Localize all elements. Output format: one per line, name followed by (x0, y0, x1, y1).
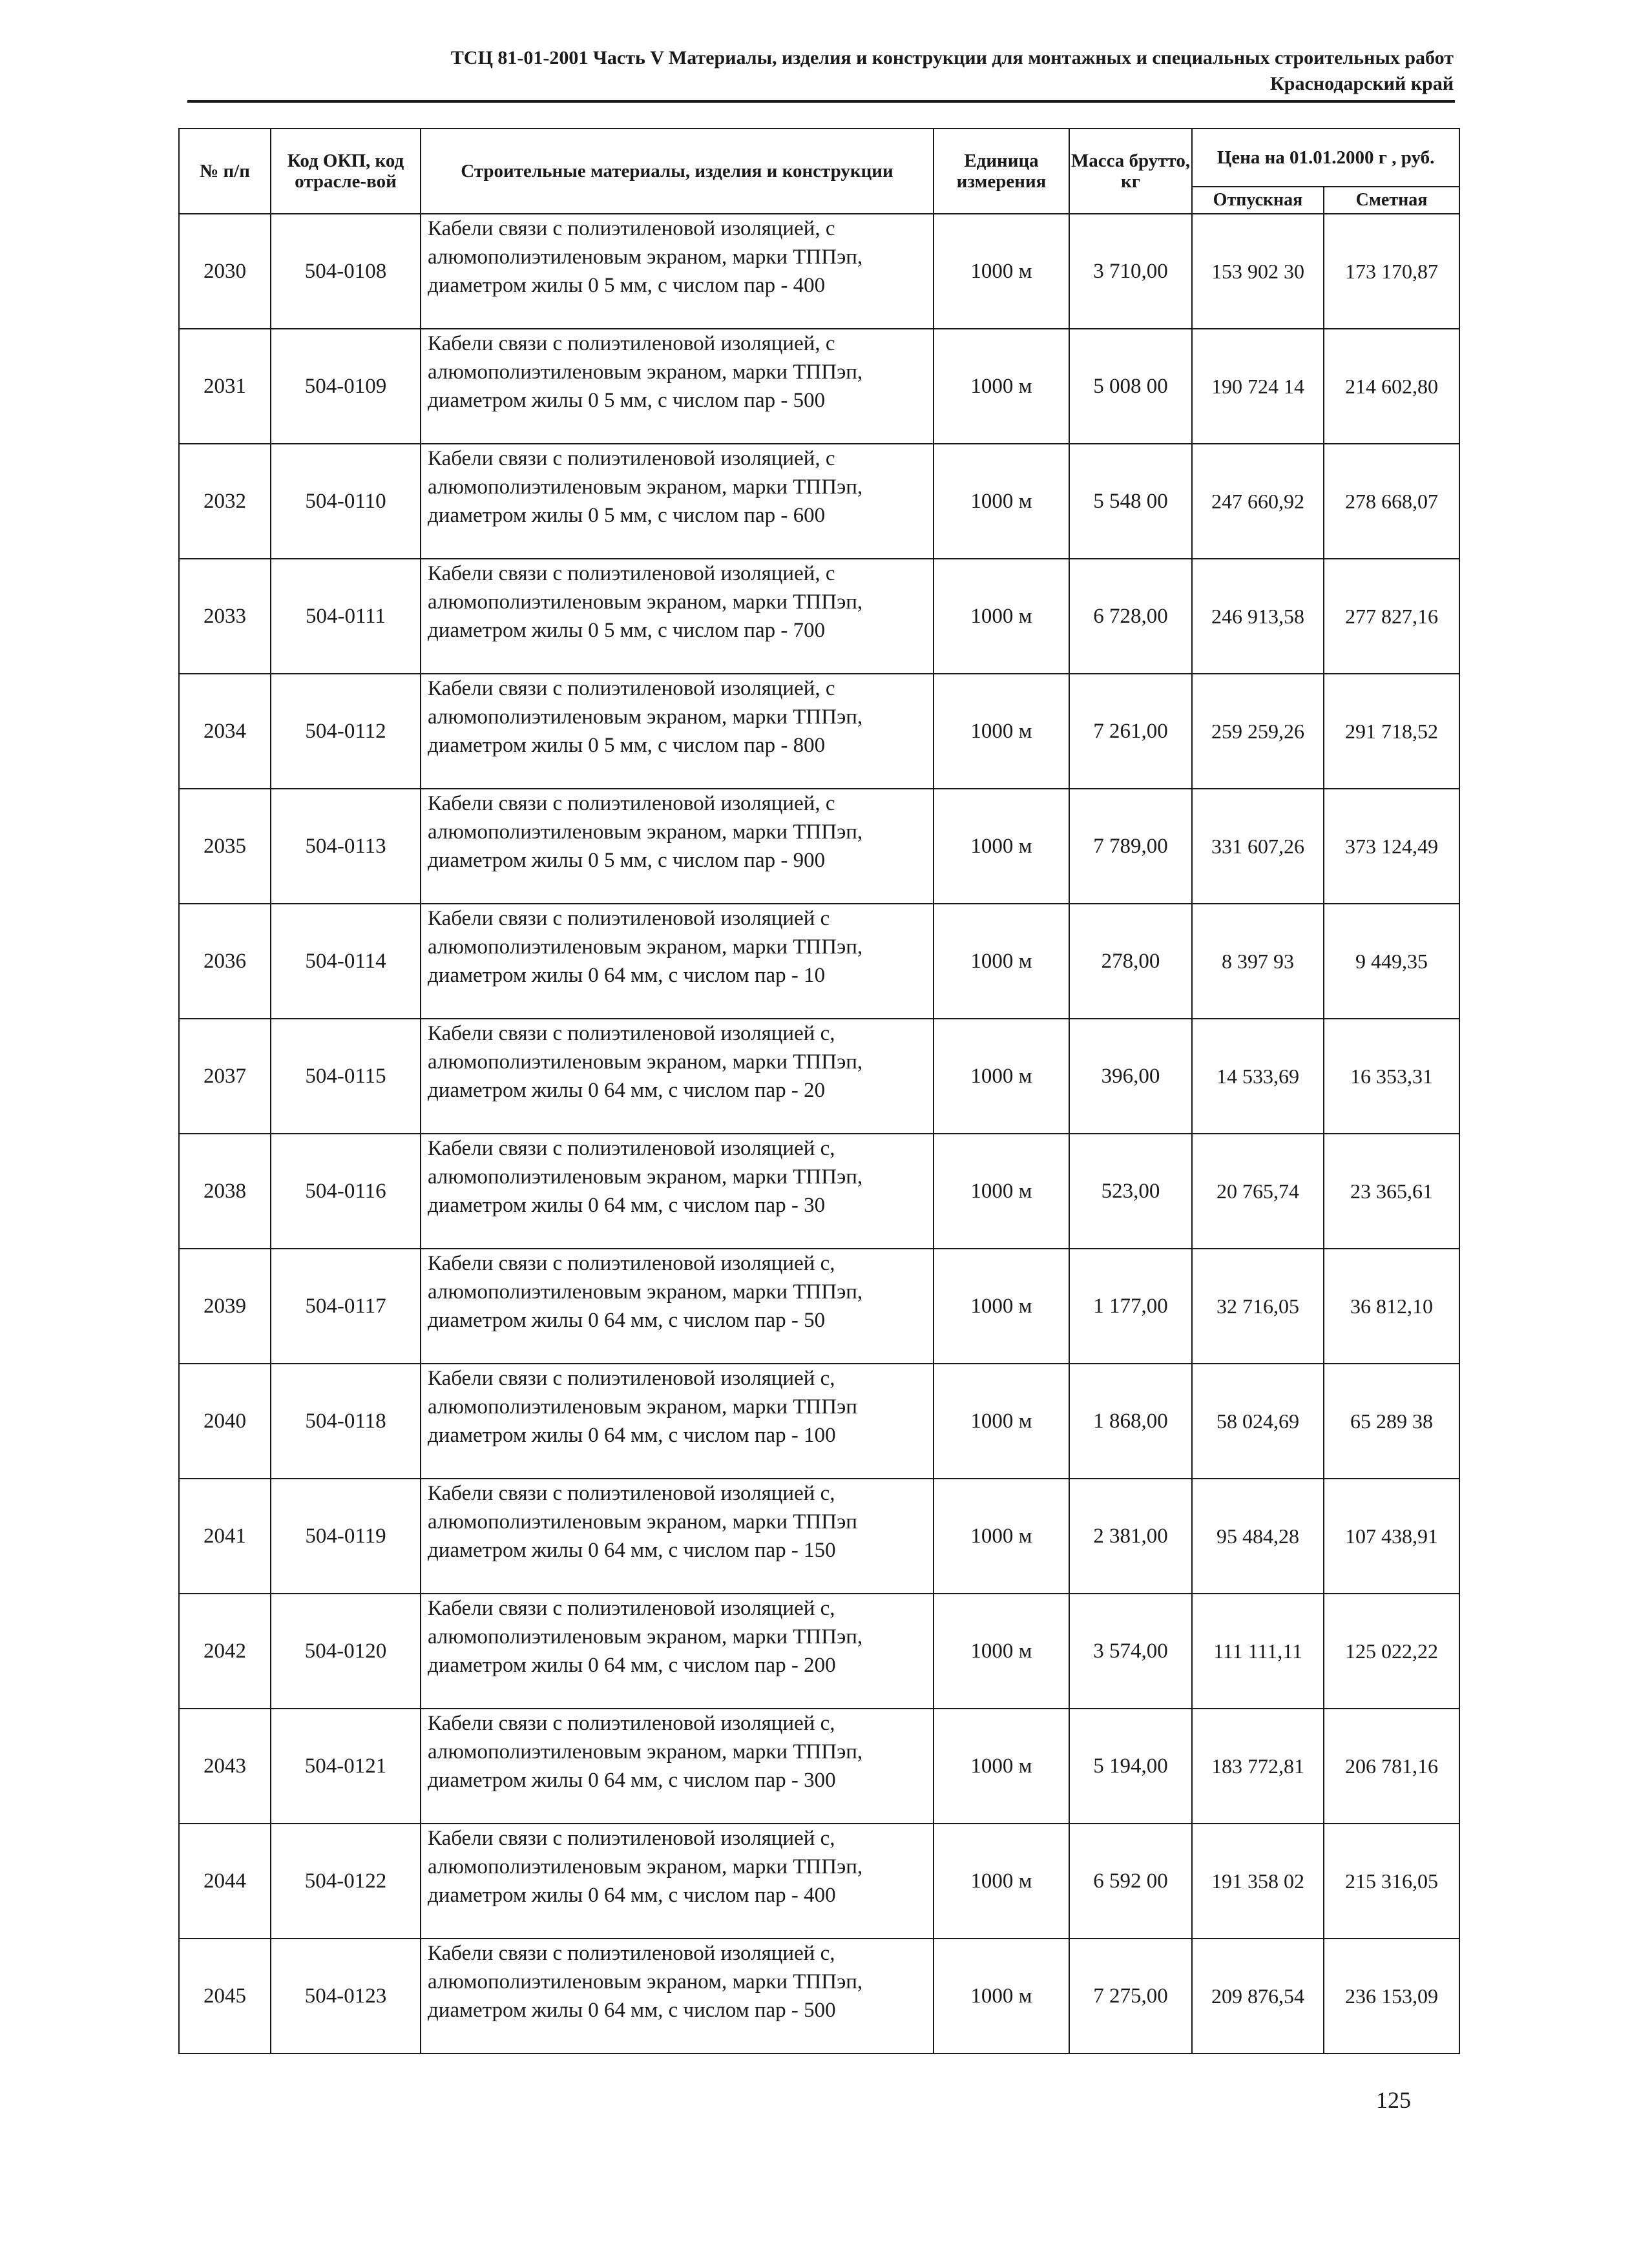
cell-price-estimate: 373 124,49 (1324, 789, 1459, 904)
table-row (179, 1134, 1459, 1249)
cell-name: Кабели связи с полиэтиленовой изоляцией с, алюмополиэтиленовым экраном, марки ТППэп диаметром жилы 0 64 мм, с числом пар - 150 (421, 1479, 934, 1594)
cell-num: 2037 (179, 1019, 271, 1134)
cell-name: Кабели связи с полиэтиленовой изоляцией, с алюмополиэтиленовым экраном, марки ТППэп, диаметром жилы 0 5 мм, с числом пар - 500 (421, 329, 934, 444)
cell-price-estimate: 16 353,31 (1324, 1019, 1459, 1134)
cell-price-estimate: 236 153,09 (1324, 1939, 1459, 2054)
region-label: Краснодарский край (1270, 73, 1454, 94)
cell-price-estimate: 291 718,52 (1324, 674, 1459, 789)
cell-price-release: 246 913,58 (1192, 559, 1324, 674)
header-row (179, 129, 1459, 187)
cell-price-release: 20 765,74 (1192, 1134, 1324, 1249)
col-header-name: Строительные материалы, изделия и конструкции (421, 129, 934, 214)
cell-mass: 5 194,00 (1069, 1709, 1192, 1824)
cell-num: 2039 (179, 1249, 271, 1364)
cell-num: 2044 (179, 1824, 271, 1939)
cell-name: Кабели связи с полиэтиленовой изоляцией, с алюмополиэтиленовым экраном, марки ТППэп, диаметром жилы 0 5 мм, с числом пар - 900 (421, 789, 934, 904)
cell-unit: 1000 м (934, 789, 1069, 904)
cell-num: 2038 (179, 1134, 271, 1249)
table-row (179, 674, 1459, 789)
cell-name: Кабели связи с полиэтиленовой изоляцией с, алюмополиэтиленовым экраном, марки ТППэп, диаметром жилы 0 64 мм, с числом пар - 500 (421, 1939, 934, 2054)
cell-mass: 396,00 (1069, 1019, 1192, 1134)
table-row (179, 904, 1459, 1019)
cell-name: Кабели связи с полиэтиленовой изоляцией, с алюмополиэтиленовым экраном, марки ТППэп, диаметром жилы 0 5 мм, с числом пар - 800 (421, 674, 934, 789)
cell-unit: 1000 м (934, 559, 1069, 674)
cell-mass: 7 275,00 (1069, 1939, 1192, 2054)
col-header-mass: Масса брутто, кг (1069, 129, 1192, 214)
cell-price-release: 209 876,54 (1192, 1939, 1324, 2054)
table-row (179, 1019, 1459, 1134)
cell-num: 2030 (179, 214, 271, 329)
cell-price-estimate: 125 022,22 (1324, 1594, 1459, 1709)
cell-num: 2033 (179, 559, 271, 674)
cell-name: Кабели связи с полиэтиленовой изоляцией с алюмополиэтиленовым экраном, марки ТППэп, диаметром жилы 0 64 мм, с числом пар - 10 (421, 904, 934, 1019)
cell-name: Кабели связи с полиэтиленовой изоляцией, с алюмополиэтиленовым экраном, марки ТППэп, диаметром жилы 0 5 мм, с числом пар - 400 (421, 214, 934, 329)
cell-mass: 6 728,00 (1069, 559, 1192, 674)
table-row (179, 329, 1459, 444)
table-row (179, 444, 1459, 559)
cell-name: Кабели связи с полиэтиленовой изоляцией с, алюмополиэтиленовым экраном, марки ТППэп, диаметром жилы 0 64 мм, с числом пар - 300 (421, 1709, 934, 1824)
cell-price-release: 183 772,81 (1192, 1709, 1324, 1824)
cell-num: 2032 (179, 444, 271, 559)
cell-name: Кабели связи с полиэтиленовой изоляцией, с алюмополиэтиленовым экраном, марки ТППэп, диаметром жилы 0 5 мм, с числом пар - 600 (421, 444, 934, 559)
cell-num: 2045 (179, 1939, 271, 2054)
cell-code: 504-0116 (271, 1134, 421, 1249)
cell-mass: 5 548 00 (1069, 444, 1192, 559)
cell-num: 2040 (179, 1364, 271, 1479)
cell-price-release: 95 484,28 (1192, 1479, 1324, 1594)
cell-num: 2042 (179, 1594, 271, 1709)
cell-price-estimate: 9 449,35 (1324, 904, 1459, 1019)
cell-mass: 523,00 (1069, 1134, 1192, 1249)
cell-code: 504-0117 (271, 1249, 421, 1364)
cell-name: Кабели связи с полиэтиленовой изоляцией с, алюмополиэтиленовым экраном, марки ТППэп, диаметром жилы 0 64 мм, с числом пар - 30 (421, 1134, 934, 1249)
cell-price-release: 331 607,26 (1192, 789, 1324, 904)
cell-code: 504-0108 (271, 214, 421, 329)
cell-unit: 1000 м (934, 904, 1069, 1019)
cell-code: 504-0118 (271, 1364, 421, 1479)
cell-price-release: 14 533,69 (1192, 1019, 1324, 1134)
cell-code: 504-0111 (271, 559, 421, 674)
cell-price-estimate: 214 602,80 (1324, 329, 1459, 444)
cell-mass: 7 261,00 (1069, 674, 1192, 789)
cell-num: 2034 (179, 674, 271, 789)
cell-num: 2041 (179, 1479, 271, 1594)
cell-mass: 2 381,00 (1069, 1479, 1192, 1594)
cell-code: 504-0120 (271, 1594, 421, 1709)
table-row (179, 1709, 1459, 1824)
cell-price-estimate: 277 827,16 (1324, 559, 1459, 674)
cell-unit: 1000 м (934, 1479, 1069, 1594)
cell-mass: 6 592 00 (1069, 1824, 1192, 1939)
cell-num: 2031 (179, 329, 271, 444)
cell-code: 504-0119 (271, 1479, 421, 1594)
cell-unit: 1000 м (934, 214, 1069, 329)
cell-mass: 5 008 00 (1069, 329, 1192, 444)
cell-price-estimate: 36 812,10 (1324, 1249, 1459, 1364)
cell-code: 504-0123 (271, 1939, 421, 2054)
table-row (179, 1939, 1459, 2054)
cell-price-release: 32 716,05 (1192, 1249, 1324, 1364)
cell-unit: 1000 м (934, 1824, 1069, 1939)
price-table (178, 128, 1460, 2054)
col-header-price-release: Отпускная (1192, 187, 1324, 214)
cell-unit: 1000 м (934, 1939, 1069, 2054)
page-header (187, 45, 1454, 97)
cell-code: 504-0121 (271, 1709, 421, 1824)
cell-unit: 1000 м (934, 674, 1069, 789)
cell-price-release: 247 660,92 (1192, 444, 1324, 559)
table-row (179, 559, 1459, 674)
cell-mass: 3 574,00 (1069, 1594, 1192, 1709)
table-row (179, 1249, 1459, 1364)
col-header-code: Код ОКП, код отрасле-вой (271, 129, 421, 214)
cell-price-estimate: 107 438,91 (1324, 1479, 1459, 1594)
table-row (179, 1594, 1459, 1709)
cell-price-estimate: 206 781,16 (1324, 1709, 1459, 1824)
cell-price-release: 8 397 93 (1192, 904, 1324, 1019)
cell-unit: 1000 м (934, 1709, 1069, 1824)
col-header-price-estimate: Сметная (1324, 187, 1459, 214)
header-divider (187, 100, 1455, 103)
cell-price-estimate: 65 289 38 (1324, 1364, 1459, 1479)
cell-price-estimate: 173 170,87 (1324, 214, 1459, 329)
cell-price-release: 259 259,26 (1192, 674, 1324, 789)
cell-code: 504-0114 (271, 904, 421, 1019)
col-header-price-group: Цена на 01.01.2000 г , руб. (1192, 129, 1459, 187)
table-row (179, 1824, 1459, 1939)
cell-mass: 3 710,00 (1069, 214, 1192, 329)
cell-price-estimate: 215 316,05 (1324, 1824, 1459, 1939)
cell-num: 2036 (179, 904, 271, 1019)
cell-unit: 1000 м (934, 444, 1069, 559)
cell-price-release: 153 902 30 (1192, 214, 1324, 329)
cell-code: 504-0115 (271, 1019, 421, 1134)
cell-price-release: 191 358 02 (1192, 1824, 1324, 1939)
cell-price-release: 190 724 14 (1192, 329, 1324, 444)
cell-mass: 1 177,00 (1069, 1249, 1192, 1364)
cell-code: 504-0122 (271, 1824, 421, 1939)
cell-name: Кабели связи с полиэтиленовой изоляцией с, алюмополиэтиленовым экраном, марки ТППэп, диаметром жилы 0 64 мм, с числом пар - 20 (421, 1019, 934, 1134)
table-row (179, 1479, 1459, 1594)
cell-price-release: 111 111,11 (1192, 1594, 1324, 1709)
cell-unit: 1000 м (934, 1364, 1069, 1479)
cell-num: 2035 (179, 789, 271, 904)
cell-code: 504-0113 (271, 789, 421, 904)
cell-name: Кабели связи с полиэтиленовой изоляцией с, алюмополиэтиленовым экраном, марки ТППэп, диаметром жилы 0 64 мм, с числом пар - 50 (421, 1249, 934, 1364)
cell-mass: 7 789,00 (1069, 789, 1192, 904)
cell-code: 504-0112 (271, 674, 421, 789)
col-header-unit: Единица измерения (934, 129, 1069, 214)
cell-mass: 1 868,00 (1069, 1364, 1192, 1479)
cell-mass: 278,00 (1069, 904, 1192, 1019)
cell-name: Кабели связи с полиэтиленовой изоляцией, с алюмополиэтиленовым экраном, марки ТППэп, диаметром жилы 0 5 мм, с числом пар - 700 (421, 559, 934, 674)
cell-price-release: 58 024,69 (1192, 1364, 1324, 1479)
table-row (179, 1364, 1459, 1479)
cell-num: 2043 (179, 1709, 271, 1824)
document-title: ТСЦ 81-01-2001 Часть V Материалы, изделия и конструкции для монтажных и специальных строительных работ (450, 47, 1454, 68)
cell-unit: 1000 м (934, 1249, 1069, 1364)
table-row (179, 789, 1459, 904)
cell-unit: 1000 м (934, 1134, 1069, 1249)
table-body (179, 214, 1459, 2054)
col-header-num: № п/п (179, 129, 271, 214)
page-number: 125 (1376, 2087, 1411, 2113)
cell-code: 504-0109 (271, 329, 421, 444)
cell-unit: 1000 м (934, 1594, 1069, 1709)
table-row (179, 214, 1459, 329)
cell-price-estimate: 23 365,61 (1324, 1134, 1459, 1249)
cell-name: Кабели связи с полиэтиленовой изоляцией с, алюмополиэтиленовым экраном, марки ТППэп, диаметром жилы 0 64 мм, с числом пар - 200 (421, 1594, 934, 1709)
cell-name: Кабели связи с полиэтиленовой изоляцией с, алюмополиэтиленовым экраном, марки ТППэп, диаметром жилы 0 64 мм, с числом пар - 400 (421, 1824, 934, 1939)
cell-code: 504-0110 (271, 444, 421, 559)
cell-unit: 1000 м (934, 1019, 1069, 1134)
cell-price-estimate: 278 668,07 (1324, 444, 1459, 559)
cell-unit: 1000 м (934, 329, 1069, 444)
cell-name: Кабели связи с полиэтиленовой изоляцией с, алюмополиэтиленовым экраном, марки ТППэп диаметром жилы 0 64 мм, с числом пар - 100 (421, 1364, 934, 1479)
